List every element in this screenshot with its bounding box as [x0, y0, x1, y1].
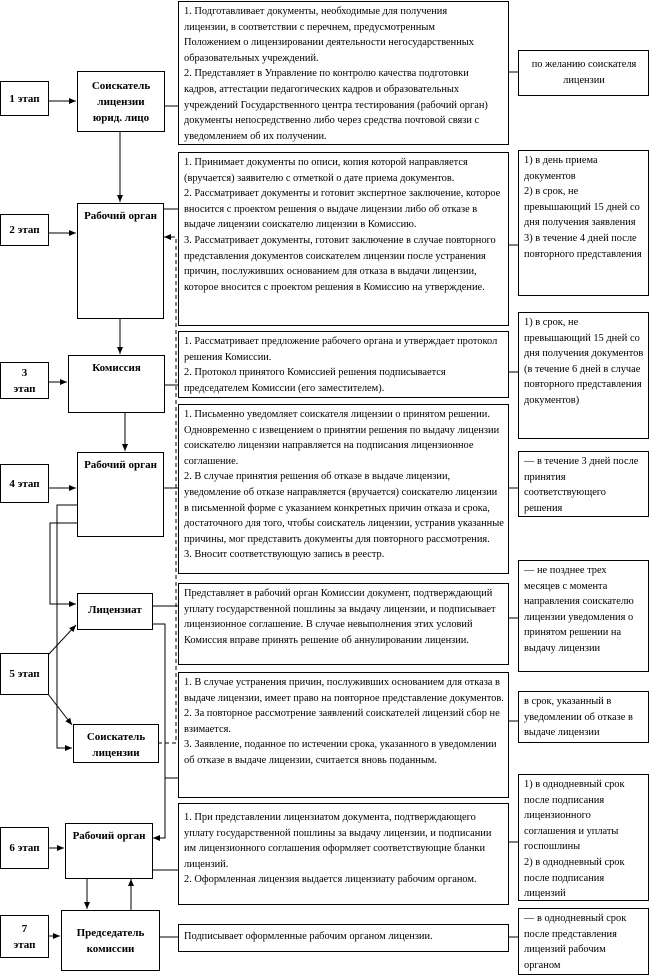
actor-applicant-legal: Соискатель лицензии юрид. лицо: [77, 71, 165, 132]
stage-5: 5 этап: [0, 653, 49, 695]
actor-working-body-stage4: Рабочий орган: [77, 452, 164, 537]
deadline-stage7: — в однодневный срок после представления лицензий рабочим органом: [518, 908, 649, 975]
description-stage5-licensee: Представляет в рабочий орган Комиссии документ, подтверждающий уплату государственной пошлины за выдачу лицензии, и подписывает лицензионное соглашение. В случае невыполнения этих условий Комиссия вправе принять решение об аннулировании лицензии.: [178, 583, 509, 665]
stage-4: 4 этап: [0, 464, 49, 503]
actor-working-body-stage6: Рабочий орган: [65, 823, 153, 879]
deadline-stage2: 1) в день приема документов 2) в срок, не превышающий 15 дней со дня получения заявления 3) в течение 4 дней после повторного представления: [518, 150, 649, 296]
description-stage4: 1. Письменно уведомляет соискателя лицензии о принятом решении. Одновременно с извещением о принятии решения по выдачу лицензии соискателю лицензии направляется на подписания лицензионное соглашение. 2. В случае принятия решения об отказе в выдаче лицензии, уведомление об отказе направляется (вручается) соискателю лицензии в письменной форме с указанием конкретных причин отказа и срока, достаточного для того, чтобы соискатель лицензии, устранив указанные причины, мог представить документы для повторного рассмотрения. 3. Вносит соответствующую запись в реестр.: [178, 404, 509, 574]
description-stage5-applicant: 1. В случае устранения причин, послуживших основанием для отказа в выдаче лицензии, имеет право на повторное представление документов. 2. За повторное рассмотрение заявлений соискателей лицензий сбор не взимается. 3. Заявление, поданное по истечении срока, указанного в уведомлении об отказе в выдаче лицензии, считается вновь поданным.: [178, 672, 509, 798]
stage-6: 6 этап: [0, 827, 49, 869]
description-stage2: 1. Принимает документы по описи, копия которой направляется (вручается) заявителю с отметкой о дате приема документов. 2. Рассматривает документы и готовит экспертное заключение, которое вносится с проектом решения о выдаче лицензии либо об отказе в выдаче лицензии соискателю лицензии в Комиссию. 3. Рассматривает документы, готовит заключение в случае повторного представления документов соискателем лицензии после устранения причин, послуживших основанием для отказа в выдачи лицензии, которое вносится с проектом решения в Комиссию на утверждение.: [178, 152, 509, 326]
stage-1: 1 этап: [0, 81, 49, 116]
deadline-stage6: 1) в однодневный срок после подписания лицензионного соглашения и уплаты госпошлины 2) в однодневный срок после подписания лицензий: [518, 774, 649, 901]
actor-commission: Комиссия: [68, 355, 165, 413]
deadline-stage3: 1) в срок, не превышающий 15 дней со дня получения документов (в течение 6 дней в случае повторного представления документов): [518, 312, 649, 439]
actor-applicant: Соискатель лицензии: [73, 724, 159, 763]
deadline-stage5-applicant: в срок, указанный в уведомлении об отказе в выдаче лицензии: [518, 691, 649, 743]
deadline-stage4: — в течение 3 дней после принятия соответствующего решения: [518, 451, 649, 517]
stage-2: 2 этап: [0, 214, 49, 246]
stage-3: 3 этап: [0, 362, 49, 399]
description-stage7: Подписывает оформленные рабочим органом лицензии.: [178, 924, 509, 952]
deadline-stage5-licensee: — не позднее трех месяцев с момента направления соискателю лицензии уведомления о принятом решении на выдачу лицензии: [518, 560, 649, 672]
description-stage6: 1. При представлении лицензиатом документа, подтверждающего уплату государственной пошлины за выдачу лицензии, и подписании им лицензионного соглашения оформляет соответствующие бланки лицензий. 2. Оформленная лицензия выдается лицензиату рабочим органом.: [178, 803, 509, 905]
actor-chairman: Председатель комиссии: [61, 910, 160, 971]
description-stage3: 1. Рассматривает предложение рабочего органа и утверждает протокол решения Комиссии. 2. Протокол принятого Комиссией решения подписывается председателем Комиссии (его заместителем).: [178, 331, 509, 398]
actor-working-body-stage2: Рабочий орган: [77, 203, 164, 319]
stage-7: 7 этап: [0, 915, 49, 958]
description-stage1: 1. Подготавливает документы, необходимые для получения лицензии, в соответствии с перечнем, предусмотренным Положением о лицензировании деятельности негосударственных образовательных учреждений. 2. Представляет в Управление по контролю качества подготовки кадров, аттестации педагогических кадров и образовательных учреждений Государственного центра тестирования (рабочий орган) документы непосредственно либо через средства почтовой связи с уведомлением об их получении.: [178, 1, 509, 145]
deadline-stage1: по желанию соискателя лицензии: [518, 50, 649, 96]
actor-licensee: Лицензиат: [77, 593, 153, 630]
